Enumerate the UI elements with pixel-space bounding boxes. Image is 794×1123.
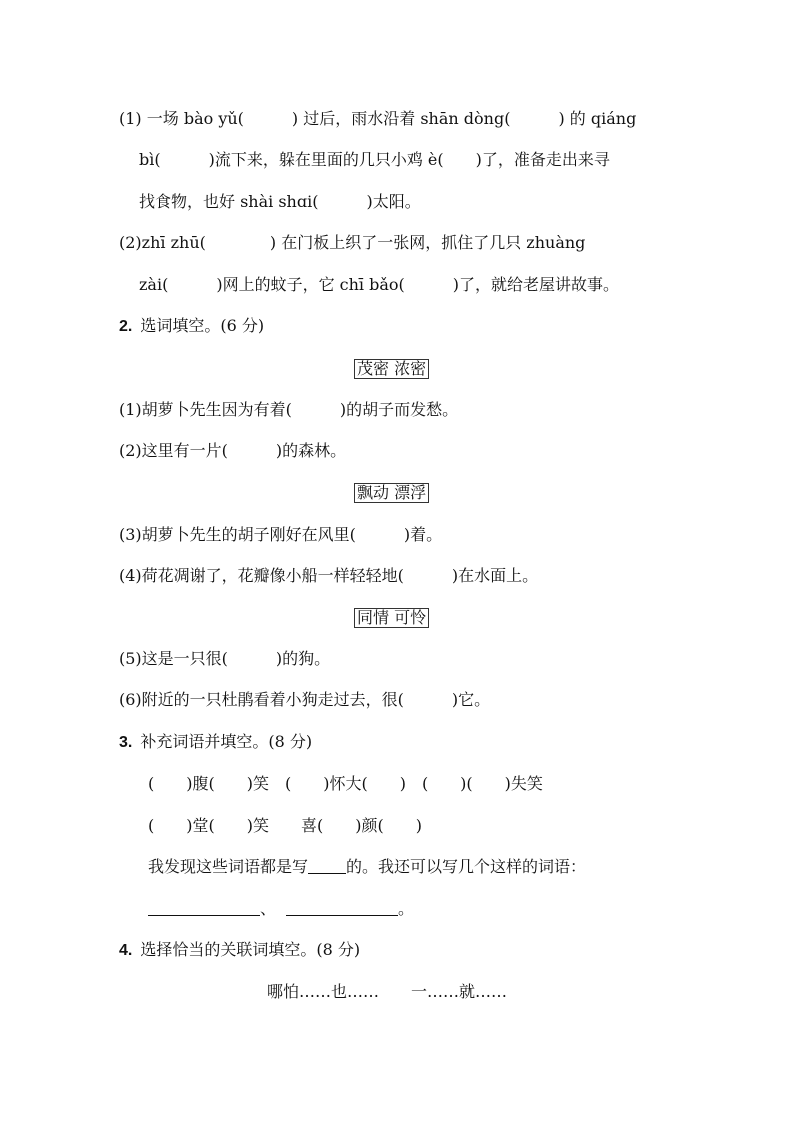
q3-extra-words — [148, 899, 414, 919]
q2-word-box-3: 同情 可怜 — [354, 608, 429, 628]
q3-idiom-row-1: ( )腹( )笑 ( )怀大( ) ( )( )失笑 — [148, 774, 543, 793]
q3-separator: 、 — [260, 899, 277, 918]
q3-title: 补充词语并填空。(8 分) — [140, 732, 313, 751]
q3-blank-word-1 — [148, 899, 260, 916]
q3-heading — [119, 732, 312, 753]
q3-number: 3. — [119, 734, 133, 751]
q2-title: 选词填空。(6 分) — [140, 316, 265, 335]
q4-conjunction-options: 哪怕……也…… 一……就…… — [267, 982, 508, 1001]
q2-word-box-2: 飘动 漂浮 — [354, 483, 429, 503]
q1-item2-line2: zài( )网上的蚊子，它 chī bǎo( )了，就给老屋讲故事。 — [139, 275, 620, 294]
q4-number: 4. — [119, 942, 133, 959]
q2-word-box-1: 茂密 浓密 — [354, 359, 429, 379]
q3-end-mark: 。 — [398, 899, 415, 918]
q2-sentence-2: (2)这里有一片( )的森林。 — [119, 441, 347, 460]
q2-sentence-6: (6)附近的一只杜鹃看着小狗走过去，很( )它。 — [119, 690, 491, 709]
q3-idiom-row-2: ( )堂( )笑 喜( )颜( ) — [148, 816, 422, 835]
q2-sentence-5: (5)这是一只很( )的狗。 — [119, 649, 331, 668]
q1-item2-line1: (2)zhī zhū( ) 在门板上织了一张网，抓住了几只 zhuàng — [119, 233, 586, 252]
q1-item1-line2: bì( )流下来，躲在里面的几只小鸡 è( )了，准备走出来寻 — [139, 150, 610, 169]
q4-heading — [119, 940, 360, 961]
q4-title: 选择恰当的关联词填空。(8 分) — [140, 940, 361, 959]
q1-item1-line3: 找食物，也好 shài shɑi( )太阳。 — [139, 192, 421, 211]
q3-blank-word-2 — [286, 899, 398, 916]
q3-summary-sentence — [148, 857, 586, 877]
q3-blank-short — [308, 857, 346, 874]
q3-summary-part-a: 我发现这些词语都是写 — [148, 857, 309, 876]
q2-sentence-4: (4)荷花凋谢了，花瓣像小船一样轻轻地( )在水面上。 — [119, 566, 539, 585]
q2-sentence-1: (1)胡萝卜先生因为有着( )的胡子而发愁。 — [119, 400, 459, 419]
q2-sentence-3: (3)胡萝卜先生的胡子刚好在风里( )着。 — [119, 525, 443, 544]
q2-heading — [119, 316, 264, 337]
q3-summary-part-b: 的。我还可以写几个这样的词语： — [346, 857, 587, 876]
q2-number: 2. — [119, 318, 133, 335]
q1-item1-line1: (1) 一场 bào yǔ( ) 过后，雨水沿着 shān dòng( ) 的 qiáng — [119, 109, 637, 128]
